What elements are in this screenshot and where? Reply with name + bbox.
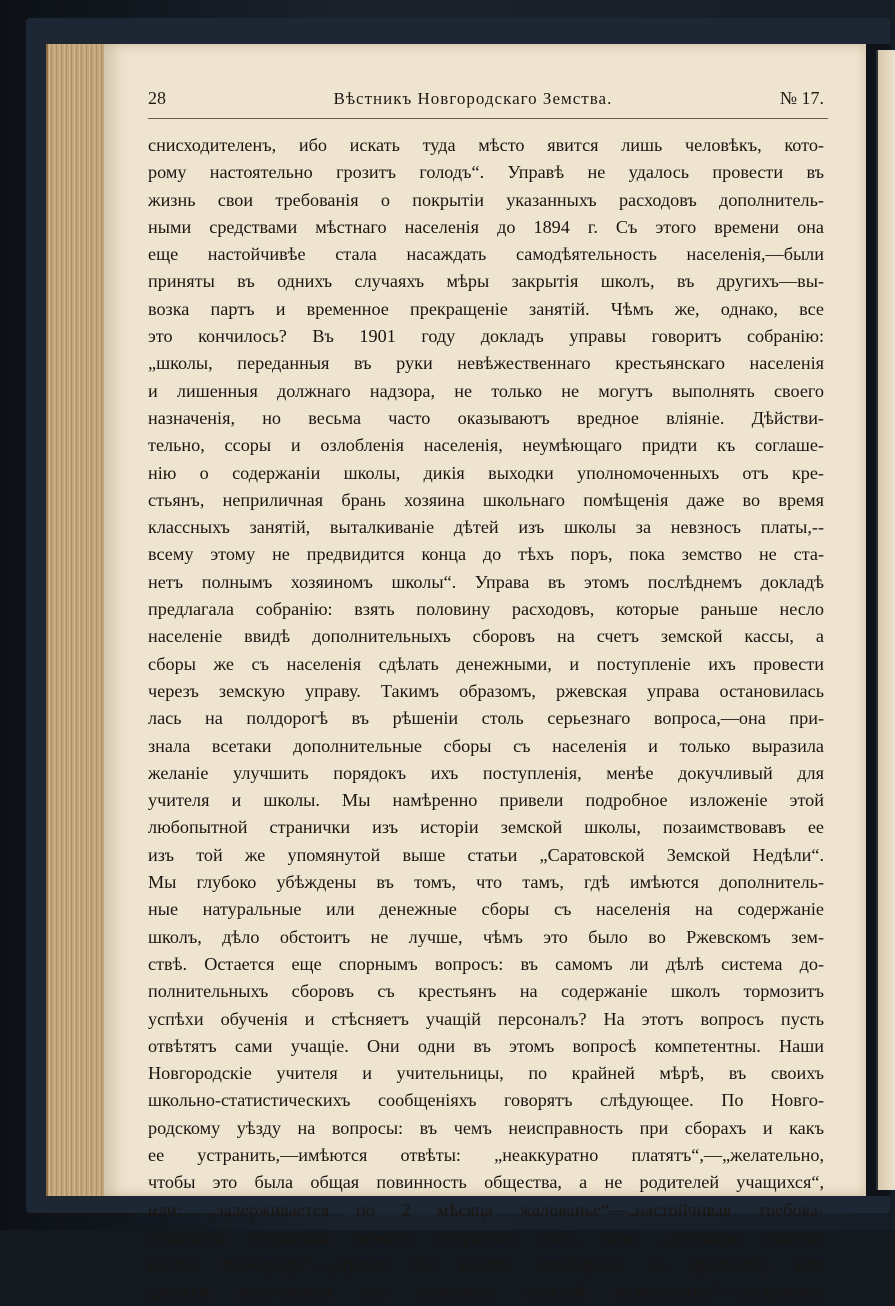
text-line: предлагала собранію: взять половину расходовъ, которые раньше несло — [148, 599, 824, 620]
text-line: „школы, переданныя въ руки невѣжественнаго крестьянскаго населенія — [148, 353, 824, 374]
text-line: школъ, дѣло обстоитъ не лучше, чѣмъ это было во Ржевскомъ зем- — [148, 926, 824, 947]
text-line: знала всетаки дополнительные сборы съ населенія и только выразила — [148, 735, 824, 756]
text-line: и лишенныя должнаго надзора, не только не могутъ выполнять своего — [148, 380, 824, 401]
text-line: желаніе улучшить порядокъ ихъ поступленія, менѣе докучливый для — [148, 762, 824, 783]
text-line: ными средствами мѣстнаго населенія до 1894 г. Съ этого времени она — [148, 216, 824, 237]
text-line: „деньги получаются отъ сельскихъ властей неаккуратно“—„устранить — [148, 1281, 824, 1302]
text-line: лась на полдорогѣ въ рѣшеніи столь серьезнаго вопроса,—она при- — [148, 708, 824, 729]
text-line: тельность старшины можетъ устранить это“, или: „училище отапли- — [148, 1226, 824, 1247]
text-line: отвѣтятъ сами учащіе. Они одни въ этомъ вопросѣ компетентны. Наши — [148, 1035, 824, 1056]
text-line: назначенія, но весьма часто оказываютъ вредное вліяніе. Дѣйстви- — [148, 407, 824, 428]
text-line: сборы же съ населенія сдѣлать денежными, и поступленіе ихъ провести — [148, 653, 824, 674]
text-line: рому настоятельно грозитъ голодъ“. Управѣ не удалось провести въ — [148, 162, 824, 183]
text-line: нію о содержаніи школы, дикія выходки уполномоченныхъ отъ кре- — [148, 462, 824, 483]
running-head — [148, 88, 824, 116]
text-line: населеніе ввидѣ дополнительныхъ сборовъ на счетъ земской кассы, а — [148, 626, 824, 647]
text-line: классныхъ занятій, выталкиваніе дѣтей изъ школы за невзносъ платы,-- — [148, 517, 824, 538]
body-text — [148, 132, 824, 1306]
text-line: школьно-статистическихъ сообщеніяхъ говорятъ слѣдующее. По Новго- — [148, 1090, 824, 1111]
page-number: 28 — [148, 88, 166, 108]
journal-title: Вѣстникъ Новгородскаго Земства. — [333, 89, 613, 108]
text-line: полнительныхъ сборовъ съ крестьянъ на содержаніе школъ тормозитъ — [148, 981, 824, 1002]
page-edges — [46, 44, 108, 1196]
text-line: ее устранить,—имѣются отвѣты: „неаккуратно платятъ“,—„желательно, — [148, 1144, 824, 1165]
text-line: возка партъ и временное прекращеніе занятій. Чѣмъ же, однако, все — [148, 298, 824, 319]
text-line: родскому уѣзду на вопросы: въ чемъ неисправность при сборахъ и какъ — [148, 1117, 824, 1138]
facing-page-edge — [876, 50, 895, 1190]
text-line: это кончилось? Въ 1901 году докладъ управы говоритъ собранію: — [148, 326, 824, 347]
text-line: успѣхи обученія и стѣсняетъ учащій персоналъ? На этотъ вопросъ пусть — [148, 1008, 824, 1029]
text-line: ствѣ. Остается еще спорнымъ вопросъ: въ самомъ ли дѣлѣ система до- — [148, 953, 824, 974]
text-line: изъ той же упомянутой выше статьи „Саратовской Земской Недѣли“. — [148, 844, 824, 865]
text-line: жизнь свои требованія о покрытіи указанныхъ расходовъ дополнитель- — [148, 189, 824, 210]
text-line: приняты въ однихъ случаяхъ мѣры закрытія школъ, въ другихъ—вы- — [148, 271, 824, 292]
text-line: тельно, ссоры и озлобленія населенія, неумѣющаго придти къ соглаше- — [148, 435, 824, 456]
text-line: еще настойчивѣе стала насаждать самодѣятельность населенія,—были — [148, 244, 824, 265]
text-line: нетъ полнымъ хозяиномъ школы“. Управа въ этомъ послѣднемъ докладѣ — [148, 571, 824, 592]
text-line: или: „задерживается по 2 мѣсяца жалованье“—„настойчивая требова- — [148, 1199, 824, 1220]
header-rule — [148, 118, 828, 119]
text-line: учителя и школы. Мы намѣренно привели подробное изложеніе этой — [148, 790, 824, 811]
text-line: Новгородскіе учителя и учительницы, по крайней мѣрѣ, въ своихъ — [148, 1063, 824, 1084]
text-line: снисходителенъ, ибо искать туда мѣсто явится лишь человѣкъ, кото- — [148, 135, 824, 155]
text-line: Мы глубоко убѣждены въ томъ, что тамъ, гдѣ имѣются дополнитель- — [148, 872, 824, 893]
text-line: любопытной странички изъ исторіи земской школы, позаимствовавъ ее — [148, 817, 824, 838]
text-line: черезъ земскую управу. Такимъ образомъ, ржевская управа остановилась — [148, 680, 824, 701]
text-line: стьянъ, неприличная брань хозяина школьнаго помѣщенія даже во время — [148, 489, 824, 510]
text-line: вается поочереди“—„лучше бы нанять помѣщеніе съ дровами“, или — [148, 1254, 824, 1275]
text-line: чтобы это была общая повинность общества, а не родителей учащихся“, — [148, 1172, 824, 1193]
text-line: ные натуральные или денежные сборы съ населенія на содержаніе — [148, 899, 824, 920]
text-line: всему этому не предвидится конца до тѣхъ поръ, пока земство не ста- — [148, 544, 824, 565]
issue-number: № 17. — [779, 88, 824, 108]
